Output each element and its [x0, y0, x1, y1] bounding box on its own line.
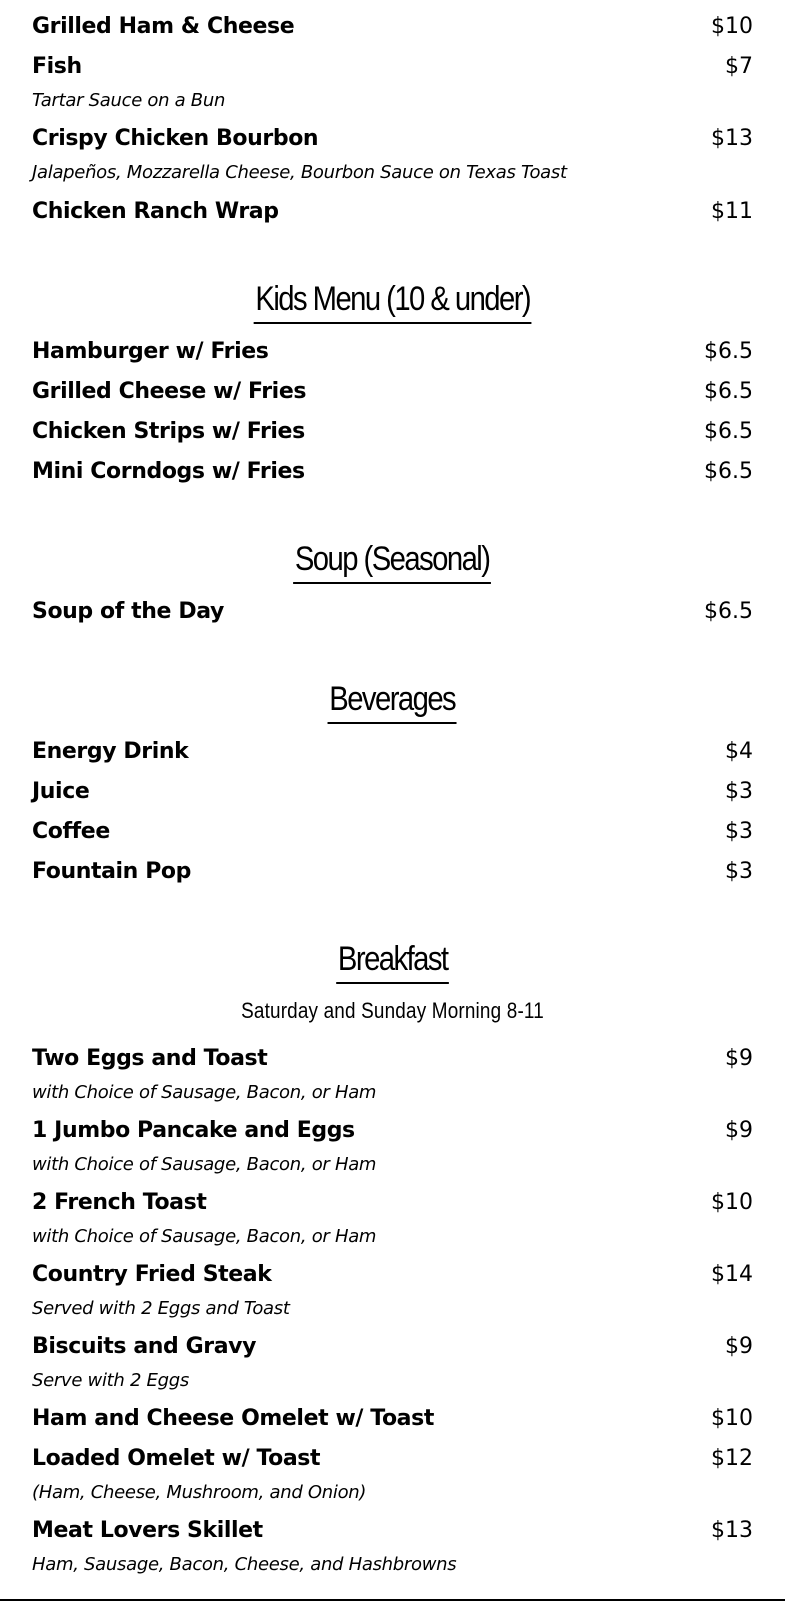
menu-item	[32, 122, 753, 156]
section-title: Kids Menu (10 & under)	[253, 276, 531, 324]
menu-item	[32, 855, 753, 889]
menu-item	[32, 1114, 753, 1148]
item-name: Juice	[32, 779, 90, 804]
item-name: Grilled Cheese w/ Fries	[32, 379, 307, 404]
item-name: Energy Drink	[32, 739, 189, 764]
item-price: $6.5	[704, 419, 753, 444]
item-description: with Choice of Sausage, Bacon, or Ham	[32, 1154, 377, 1175]
item-name: Fish	[32, 54, 82, 79]
item-price: $10	[711, 1406, 753, 1431]
item-price: $6.5	[704, 339, 753, 364]
menu-item	[32, 1186, 753, 1220]
section-heading-breakfast	[0, 936, 785, 988]
item-price: $11	[711, 199, 753, 224]
item-name: Hamburger w/ Fries	[32, 339, 269, 364]
item-price: $14	[711, 1262, 753, 1287]
item-price: $9	[725, 1118, 753, 1143]
item-name: Coffee	[32, 819, 110, 844]
menu-item	[32, 1442, 753, 1476]
menu-item	[32, 1330, 753, 1364]
item-description: Served with 2 Eggs and Toast	[32, 1298, 290, 1319]
section-heading-beverages	[0, 676, 785, 728]
menu-item	[32, 195, 753, 229]
menu-item	[32, 735, 753, 769]
item-name: Ham and Cheese Omelet w/ Toast	[32, 1406, 434, 1431]
section-heading-soup	[0, 536, 785, 588]
item-name: Meat Lovers Skillet	[32, 1518, 263, 1543]
item-price: $9	[725, 1334, 753, 1359]
item-name: Mini Corndogs w/ Fries	[32, 459, 305, 484]
item-price: $6.5	[704, 459, 753, 484]
item-price: $12	[711, 1446, 753, 1471]
item-price: $13	[711, 1518, 753, 1543]
menu-item	[32, 375, 753, 409]
item-description: Ham, Sausage, Bacon, Cheese, and Hashbrowns	[32, 1554, 457, 1575]
item-price: $3	[725, 779, 753, 804]
item-name: Biscuits and Gravy	[32, 1334, 257, 1359]
menu-item	[32, 50, 753, 84]
item-price: $6.5	[704, 599, 753, 624]
section-title: Beverages	[328, 676, 457, 724]
section-title: Breakfast	[336, 936, 449, 984]
menu-item	[32, 455, 753, 489]
menu-item	[32, 1402, 753, 1436]
item-name: Country Fried Steak	[32, 1262, 272, 1287]
menu-item	[32, 775, 753, 809]
item-name: Crispy Chicken Bourbon	[32, 126, 319, 151]
item-name: Fountain Pop	[32, 859, 191, 884]
item-price: $3	[725, 859, 753, 884]
menu-item	[32, 1258, 753, 1292]
item-description: Jalapeños, Mozzarella Cheese, Bourbon Sauce on Texas Toast	[32, 162, 567, 183]
item-name: Chicken Ranch Wrap	[32, 199, 279, 224]
item-description: Tartar Sauce on a Bun	[32, 90, 226, 111]
item-description: with Choice of Sausage, Bacon, or Ham	[32, 1226, 377, 1247]
item-price: $3	[725, 819, 753, 844]
item-name: Two Eggs and Toast	[32, 1046, 268, 1071]
menu-item	[32, 1042, 753, 1076]
menu-item	[32, 1514, 753, 1548]
item-price: $13	[711, 126, 753, 151]
item-name: 2 French Toast	[32, 1190, 207, 1215]
item-price: $9	[725, 1046, 753, 1071]
menu-item	[32, 10, 753, 44]
section-subtitle: Saturday and Sunday Morning 8-11	[241, 998, 544, 1023]
item-price: $10	[711, 14, 753, 39]
item-price: $7	[725, 54, 753, 79]
section-title: Soup (Seasonal)	[293, 536, 491, 584]
item-price: $4	[725, 739, 753, 764]
item-price: $6.5	[704, 379, 753, 404]
menu-item	[32, 415, 753, 449]
menu-item	[32, 815, 753, 849]
section-heading-kids	[0, 276, 785, 328]
bottom-divider	[0, 1599, 785, 1601]
item-description: with Choice of Sausage, Bacon, or Ham	[32, 1082, 377, 1103]
menu-item	[32, 595, 753, 629]
item-name: Grilled Ham & Cheese	[32, 14, 295, 39]
menu-item	[32, 335, 753, 369]
item-name: Loaded Omelet w/ Toast	[32, 1446, 321, 1471]
item-name: Chicken Strips w/ Fries	[32, 419, 305, 444]
item-price: $10	[711, 1190, 753, 1215]
item-name: Soup of the Day	[32, 599, 224, 624]
item-description: Serve with 2 Eggs	[32, 1370, 189, 1391]
item-name: 1 Jumbo Pancake and Eggs	[32, 1118, 355, 1143]
item-description: (Ham, Cheese, Mushroom, and Onion)	[32, 1482, 367, 1503]
